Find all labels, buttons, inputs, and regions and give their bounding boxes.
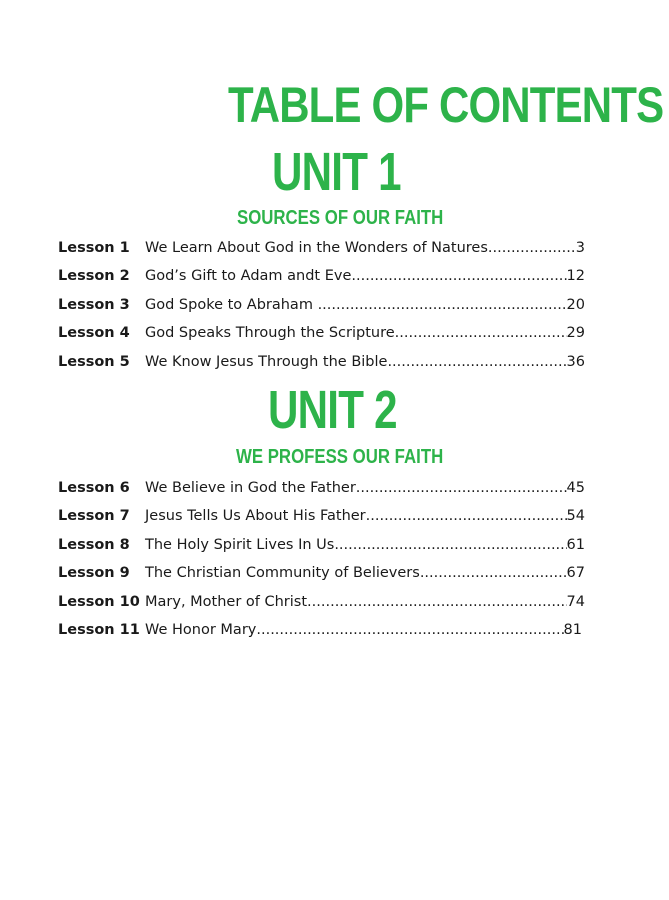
lesson-page-number: 74 bbox=[566, 593, 585, 610]
dot-leader bbox=[488, 240, 576, 256]
lesson-page-number: 67 bbox=[566, 565, 585, 582]
lesson-label: Lesson 10 bbox=[58, 593, 140, 610]
lesson-entry bbox=[145, 508, 585, 524]
lesson-page-number: 36 bbox=[566, 353, 585, 370]
lesson-entry bbox=[145, 565, 585, 581]
lesson-title: We Know Jesus Through the Bible bbox=[145, 353, 388, 370]
lesson-title: We Believe in God the Father bbox=[145, 480, 356, 496]
dot-leader bbox=[351, 268, 566, 284]
lesson-title: God Spoke to Abraham bbox=[145, 296, 318, 313]
lesson-page-number: 29 bbox=[566, 325, 585, 342]
lesson-label: Lesson 9 bbox=[58, 565, 130, 582]
unit-1-heading: UNIT 1 bbox=[272, 142, 401, 202]
lesson-title: The Christian Community of Believers bbox=[145, 565, 420, 582]
lesson-entry bbox=[145, 354, 585, 370]
lesson-row-11[interactable] bbox=[0, 618, 669, 646]
lesson-row-9[interactable] bbox=[0, 561, 669, 589]
dot-leader bbox=[318, 297, 567, 313]
lesson-page-number: 20 bbox=[566, 296, 585, 313]
page-title: TABLE OF CONTENTS bbox=[228, 77, 664, 133]
lesson-label: Lesson 6 bbox=[58, 480, 130, 496]
lesson-row-5[interactable] bbox=[0, 350, 669, 378]
unit-2-heading: UNIT 2 bbox=[268, 380, 397, 440]
lesson-row-1[interactable] bbox=[0, 236, 669, 264]
lesson-row-2[interactable] bbox=[0, 264, 669, 292]
lesson-entry bbox=[145, 297, 585, 313]
lesson-page-number: 54 bbox=[566, 508, 585, 525]
lesson-label: Lesson 11 bbox=[58, 621, 140, 638]
lesson-page-number: 12 bbox=[566, 268, 585, 285]
lesson-title: We Honor Mary bbox=[145, 621, 257, 638]
lesson-entry bbox=[145, 537, 585, 553]
lesson-entry bbox=[145, 594, 585, 610]
lesson-entry bbox=[145, 480, 585, 496]
unit-2-subtitle: WE PROFESS OUR FAITH bbox=[236, 446, 444, 468]
lesson-title: God’s Gift to Adam andt Eve bbox=[145, 268, 352, 285]
lesson-row-10[interactable] bbox=[0, 590, 669, 618]
lesson-entry bbox=[145, 268, 585, 284]
lesson-title: God Speaks Through the Scripture bbox=[145, 325, 395, 342]
dot-leader bbox=[307, 594, 567, 610]
lesson-entry bbox=[145, 622, 582, 638]
dot-leader bbox=[387, 354, 566, 370]
lesson-page-number: 45 bbox=[566, 480, 585, 496]
dot-leader bbox=[334, 537, 566, 553]
lesson-page-number: 3 bbox=[575, 240, 585, 256]
dot-leader bbox=[256, 622, 563, 638]
lesson-row-7[interactable] bbox=[0, 504, 669, 532]
lesson-title: The Holy Spirit Lives In Us bbox=[145, 536, 335, 553]
lesson-title: Mary, Mother of Christ bbox=[145, 593, 308, 610]
lesson-title: We Learn About God in the Wonders of Natures bbox=[145, 240, 488, 256]
lesson-label: Lesson 1 bbox=[58, 240, 130, 256]
lesson-title: Jesus Tells Us About His Father bbox=[145, 508, 366, 525]
lesson-label: Lesson 7 bbox=[58, 508, 130, 525]
lesson-entry bbox=[145, 240, 585, 256]
lesson-row-4[interactable] bbox=[0, 321, 669, 349]
lesson-label: Lesson 5 bbox=[58, 353, 130, 370]
dot-leader bbox=[366, 508, 567, 524]
lesson-label: Lesson 2 bbox=[58, 268, 130, 285]
unit-2-lesson-list bbox=[0, 476, 669, 646]
lesson-row-6[interactable] bbox=[0, 476, 669, 504]
lesson-entry bbox=[145, 325, 585, 341]
lesson-page-number: 81 bbox=[563, 621, 582, 638]
unit-1-lesson-list bbox=[0, 236, 669, 378]
dot-leader bbox=[356, 480, 567, 496]
lesson-label: Lesson 4 bbox=[58, 325, 130, 342]
lesson-row-3[interactable] bbox=[0, 293, 669, 321]
dot-leader bbox=[395, 325, 567, 341]
lesson-label: Lesson 8 bbox=[58, 536, 130, 553]
lesson-label: Lesson 3 bbox=[58, 296, 130, 313]
dot-leader bbox=[420, 565, 567, 581]
lesson-row-8[interactable] bbox=[0, 533, 669, 561]
lesson-page-number: 61 bbox=[566, 536, 585, 553]
unit-1-subtitle: SOURCES OF OUR FAITH bbox=[237, 207, 444, 229]
